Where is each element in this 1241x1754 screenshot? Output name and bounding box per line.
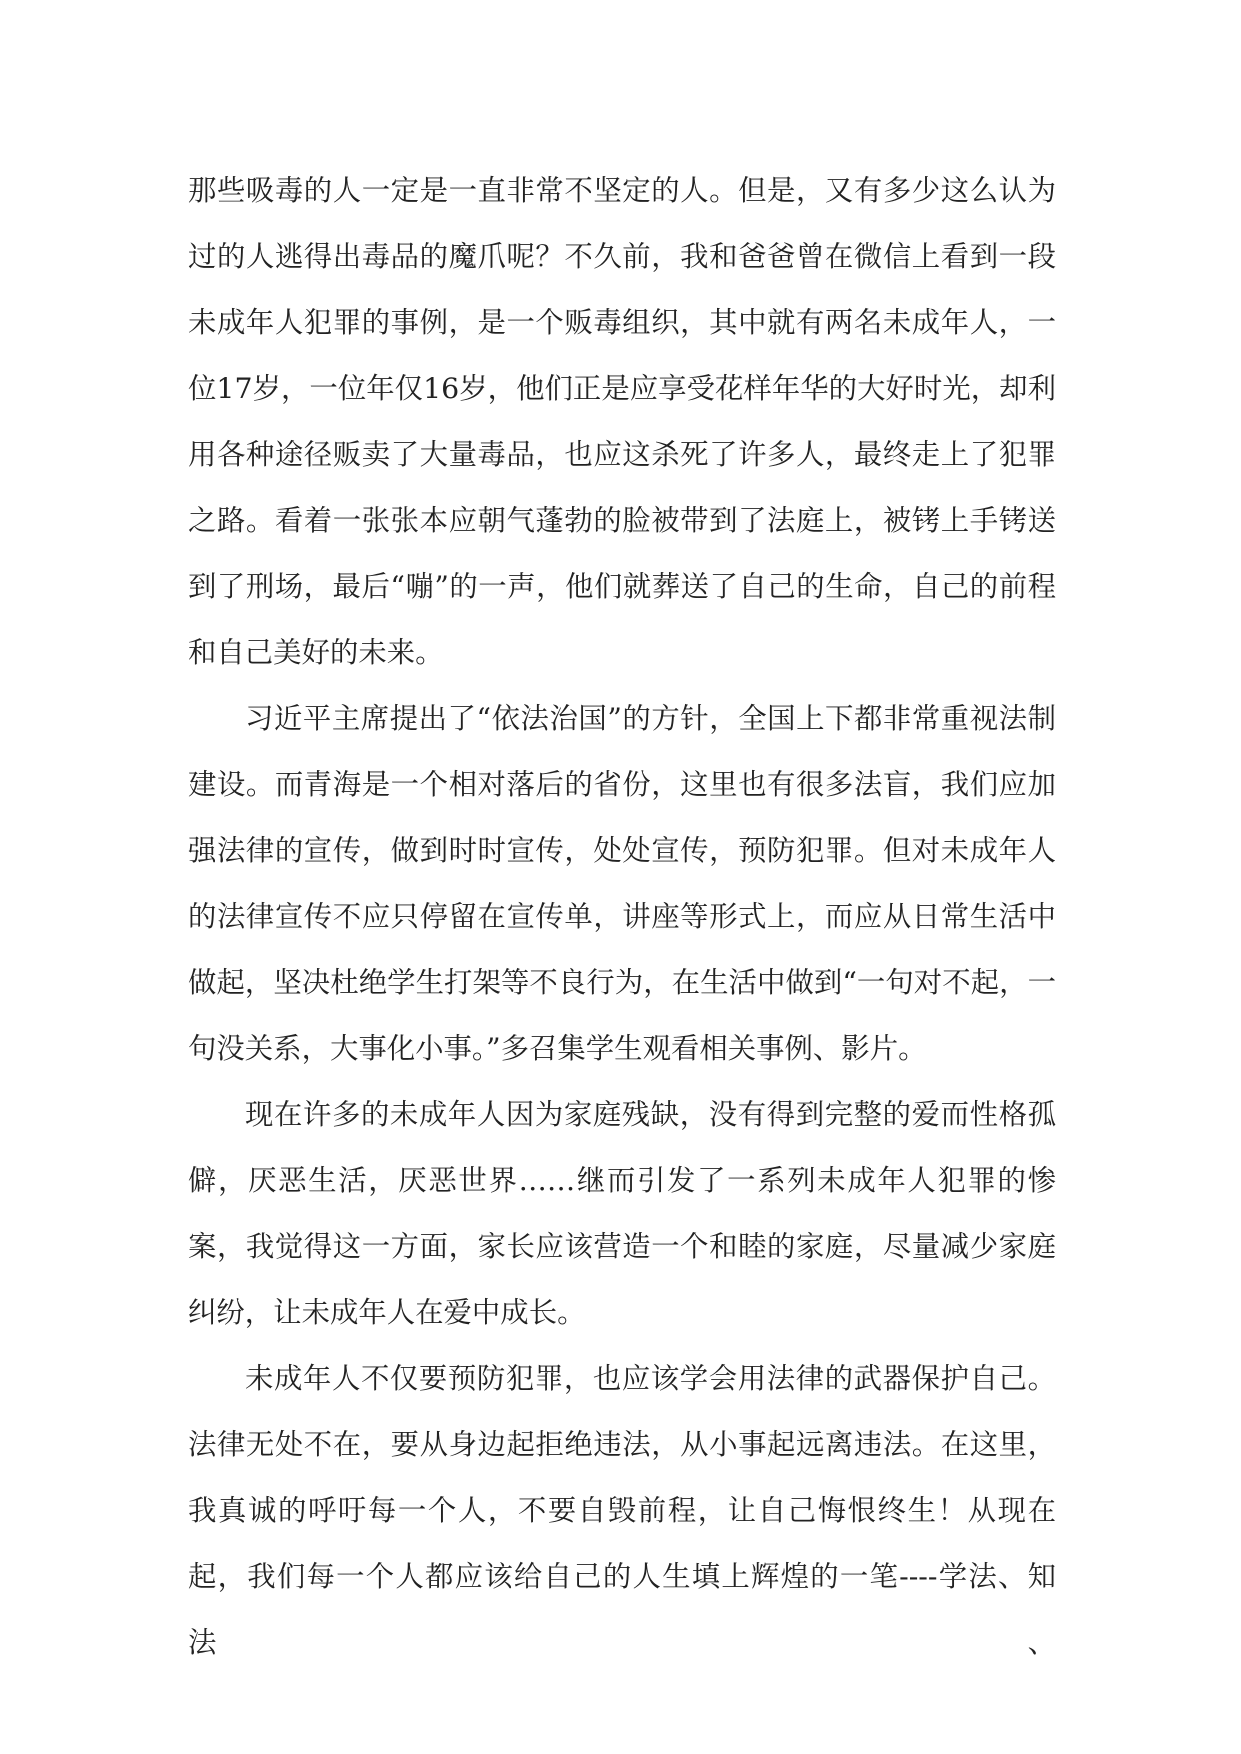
paragraph-1: 那些吸毒的人一定是一直非常不坚定的人。但是，又有多少这么认为过的人逃得出毒品的魔爪呢？不久前，我和爸爸曾在微信上看到一段未成年人犯罪的事例，是一个贩毒组织，其中就有两名未成年人，一位17岁，一位年仅16岁，他们正是应享受花样年华的大好时光，却利用各种途径贩卖了大量毒品，也应这杀死了许多人，最终走上了犯罪之路。看着一张张本应朝气蓬勃的脸被带到了法庭上，被铐上手铐送到了刑场，最后“嘣”的一声，他们就葬送了自己的生命，自己的前程和自己美好的未来。	[188, 174, 1056, 669]
document-body	[188, 158, 1056, 1676]
paragraph-3: 现在许多的未成年人因为家庭残缺，没有得到完整的爱而性格孤僻，厌恶生活，厌恶世界……继而引发了一系列未成年人犯罪的惨案，我觉得这一方面，家长应该营造一个和睦的家庭，尽量减少家庭纠纷，让未成年人在爱中成长。	[188, 1098, 1056, 1329]
paragraph-4: 未成年人不仅要预防犯罪，也应该学会用法律的武器保护自己。法律无处不在，要从身边起拒绝违法，从小事起远离违法。在这里，我真诚的呼吁每一个人，不要自毁前程，让自己悔恨终生！从现在起，我们每一个人都应该给自己的人生填上辉煌的一笔----学法、知法、	[188, 1362, 1056, 1659]
paragraph-2: 习近平主席提出了“依法治国”的方针，全国上下都非常重视法制建设。而青海是一个相对落后的省份，这里也有很多法盲，我们应加强法律的宣传，做到时时宣传，处处宣传，预防犯罪。但对未成年人的法律宣传不应只停留在宣传单，讲座等形式上，而应从日常生活中做起，坚决杜绝学生打架等不良行为，在生活中做到“一句对不起，一句没关系，大事化小事。”多召集学生观看相关事例、影片。	[188, 702, 1056, 1065]
